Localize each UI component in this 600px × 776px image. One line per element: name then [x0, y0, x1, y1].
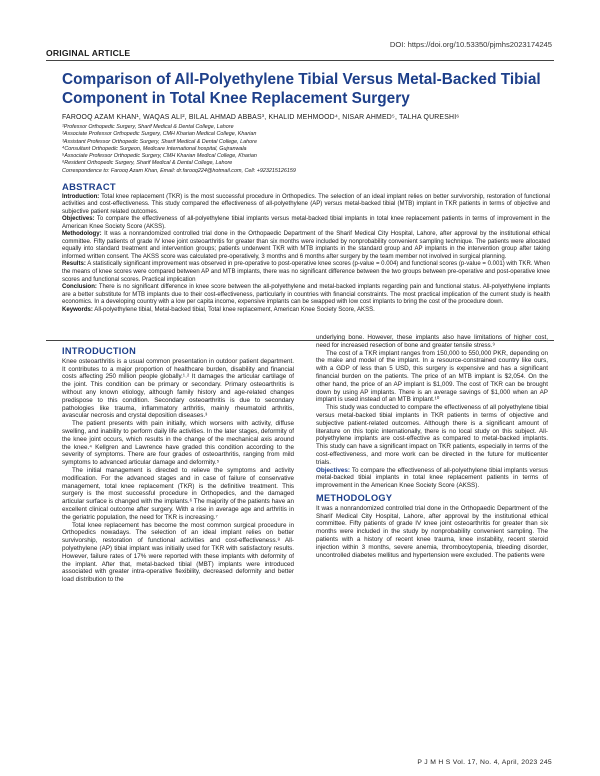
paper-title: Comparison of All-Polyethylene Tibial Versus Metal-Backed Tibial Component in Total Knee Replacement Surgery — [62, 71, 541, 107]
abstract-objectives — [62, 216, 550, 231]
study-rationale-paragraph: This study was conducted to compare the effectiveness of all polyethylene tibial versus metal-backed tibial implants in TKR patients in terms of objective and subjective patient-related outcomes. Although there is a significant amount of literature on this topic internationally, there is no local study on this subject. All-polyethylene implants are cost-effective as compared to metal-backed implants. This study can have a significant impact on TKR patients, especially in terms of the cost-effectiveness, and more work can be directed in the future for multicenter trials. — [316, 404, 548, 466]
affiliation-2: ²Associate Professor Orthopedic Surgery, CMH Kharian Medical College, Kharian — [62, 131, 257, 138]
affiliation-1: ¹Professor Orthopedic Surgery, Sharif Medical & Dental College, Lahore — [62, 124, 234, 130]
abstract-keywords-text: All-polyethylene tibial, Metal-backed tibial, Total knee replacement, American Knee Society Score, AKSS. — [94, 306, 375, 313]
introduction-paragraph-2: The patient presents with pain initially, which worsens with activity, diffuse swelling, and inability to perform daily life activities. In the later stages, deformity of the knee joint occurs, which results in the change of the mechanical axis around the knee.⁴ Kellgren and Lawrence have graded this condition according to the severity of symptoms. There are four grades of osteoarthritis, ranging from mild symptoms to advanced articular damage and deformity.⁵ — [62, 420, 294, 467]
introduction-paragraph-4: Total knee replacement has become the most common surgical procedure in Orthopedics nowadays. The selection of an ideal implant relies on better survivorship, restoration of functional activities and cost-effectiveness.⁸ All-polyethylene (AP) tibial implant was initially used for TKR with satisfactory results. However, failure rates of 17% were reported with these implants with deformity of the implant. After that, metal-backed tibial (MBT) implants were introduced associated with greater intra-operative flexibility, decreased deformity and better load distribution to the — [62, 521, 294, 584]
abstract-conclusion — [62, 284, 550, 307]
abstract-section — [62, 183, 550, 314]
affiliation-6: ⁶Resident Orthopedic Surgery, Sharif Medical & Dental College, Lahore — [62, 160, 233, 167]
abstract-methodology-text: It was a nonrandomized controlled trial done in the Orthopaedic Department of the Sharif Medical City Hospital, Lahore, after approval by the institutional ethical committee. Fifty patients of grade IV knee joint osteoarthritis for greater than six months were included by nonprobability convenient sampling technique. The patients were allocated equally into standard treatment and intervention groups; patients underwent TKR with MTB implants in the standard group and AP implants in the intervention group after taking informed written consent. The AKSS score was calculated pre-operatively, 3 months and 6 months after surgery by the team member not involved in surgical planning. — [62, 231, 550, 260]
introduction-heading: INTRODUCTION — [62, 346, 137, 356]
abstract-results-label: Results: — [62, 261, 86, 268]
objectives-paragraph — [316, 467, 548, 490]
doi-link[interactable]: DOI: https://doi.org/10.53350/pjmhs2023174245 — [389, 40, 552, 49]
cost-paragraph: The cost of a TKR implant ranges from 150,000 to 550,000 PKR, depending on the make and model of the implant. In a resource-constrained country like ours, with a GDP of less than 5 USD, this surgery is expensive and has a significant financial burden on the patients. The price of an MTB implant is $2,054. On the other hand, the price of an AP implant is $1,009. The cost of TKR can be brought down by using AP implants. There is an average savings of $1,000 when an AP implant is used instead of an MTB implant.¹⁰ — [316, 349, 548, 404]
abstract-objectives-text: To compare the effectiveness of all-polyethylene tibial implants versus metal-backed tibial implants in total knee replacement patients in terms of improvement in the American Knee Society Score (AKSS). — [62, 216, 551, 230]
affiliation-5: ⁵Associate Professor Orthopedic Surgery, CMH Kharian Medical College, Kharian — [62, 153, 257, 160]
affiliation-4: ⁴Consultant Orthopedic Surgeon, Medicare International hospital, Gujranwala — [62, 145, 247, 152]
affiliation-3: ³Assistant Professor Orthopedic Surgery, Sharif Medical & Dental College, Lahore — [62, 138, 257, 145]
abstract-introduction-text: Total knee replacement (TKR) is the most successful procedure in Orthopedics. The selection of an ideal implant relies on better survivorship, restoration of functional activities and cost-effectiveness. This study compared the effectiveness of all-polyethylene (AP) versus metal-backed tibial (MTB) implant in TKR patients in terms of objective and subjective patient related outcomes. — [62, 193, 550, 215]
page-footer: P J M H S Vol. 17, No. 4, April, 2023 245 — [417, 759, 552, 766]
abstract-results — [62, 261, 550, 284]
correspondence: Correspondence to: Farooq Azam Khan, Email: dr.farooq224@hotmail.com, Cell: +923215126159 — [62, 167, 296, 174]
abstract-keywords-label: Keywords: — [62, 306, 93, 313]
abstract-results-text: A statistically significant improvement was observed in pre-operative to post-operative knee scores (p-value = 0.004) and functional scores (p-value = 0.001) with TKR. When the means of knee scores were compared between AP and MTB implants, there was no significant difference between the two groups between pre-operative and post-operative knee scores and functional scores. Practical implication — [62, 261, 550, 283]
abstract-methodology-label: Methodology: — [62, 231, 102, 238]
abstract-introduction — [62, 194, 550, 217]
abstract-introduction-label: Introduction: — [62, 193, 100, 200]
left-column — [62, 348, 294, 584]
author-list: FAROOQ AZAM KHAN¹, WAQAS ALI², BILAL AHMAD ABBAS³, KHALID MEHMOOD⁴, NISAR AHMED⁵, TALHA QURESHI⁶ — [62, 114, 460, 121]
abstract-conclusion-text: There is no significant difference in knee score between the all-polyethylene and metal-backed implants regarding pain and functional status. All-polyethylene implants are a better substitute for MTB implants due to their cost-effectiveness, particularly in countries with financial constraints. The most practical implication of the current study is health economics. In a developing country with a low per capita income, expensive implants can be swapped with low cost implants to bring the cost of the procedure down. — [62, 284, 550, 306]
objectives-text: To compare the effectiveness of all-polyethylene tibial implants versus metal-backed tibial implants in total knee replacement patients in terms of improvement in the American Knee Society Score (AKSS). — [316, 466, 548, 490]
introduction-paragraph-3: The initial management is directed to relieve the symptoms and activity modification. For the advanced stages and in case of failure of conservative management, total knee replacement (TKR) is the definitive treatment. This surgery is the most successful procedure in Orthopedics, and the damaged articular surface is changed with the implants.⁶ The majority of the patients have an excellent clinical outcome after surgery. With a rise in average age and arthritis in the geriatric population, the need for TKR is increasing.⁷ — [62, 466, 294, 521]
methodology-paragraph: It was a nonrandomized controlled trial done in the Orthopaedic Department of the Sharif Medical City Hospital, Lahore, after approval by the institutional ethical committee. Fifty patients of grade IV knee joint osteoarthritis for greater than six months were included in the study by nonprobability convenient sampling. The patients with a history of recent knee trauma, knee instability, recent steroid injection within 3 months, severe anemia, thrombocytopenia, bleeding disorder, uncontrolled diabetes mellitus and hypertension were excluded. The patients were — [316, 504, 548, 559]
article-type-label: ORIGINAL ARTICLE — [46, 48, 131, 58]
abstract-conclusion-label: Conclusion: — [62, 284, 97, 291]
objectives-label: Objectives: — [316, 466, 350, 474]
introduction-paragraph-1: Knee osteoarthritis is a usual common presentation in outdoor patient department. It contributes to a major proportion of healthcare burden, disability and financial costs affecting 250 million people globally.¹˒² It damages the articular cartilage of the joint. This condition can be primary or secondary. Primary osteoarthritis is without any known etiology, although family history and age-related changes predispose to this condition. Secondary osteoarthritis is due to secondary pathologies like trauma, inflammatory arthritis, mainly rheumatoid arthritis, avascular necrosis and crystal deposition diseases.³ — [62, 357, 294, 420]
abstract-methodology — [62, 231, 550, 261]
methodology-heading: METHODOLOGY — [316, 492, 393, 503]
abstract-heading: ABSTRACT — [62, 181, 116, 192]
abstract-objectives-label: Objectives: — [62, 216, 95, 223]
header-rule — [46, 60, 554, 61]
affiliations — [62, 124, 560, 175]
right-column — [316, 334, 548, 559]
intro-continued-paragraph: underlying bone. However, these implants also have limitations of higher cost, need for increased resection of bone and greater tensile stress.⁹ — [316, 334, 548, 349]
abstract-keywords — [62, 307, 550, 315]
